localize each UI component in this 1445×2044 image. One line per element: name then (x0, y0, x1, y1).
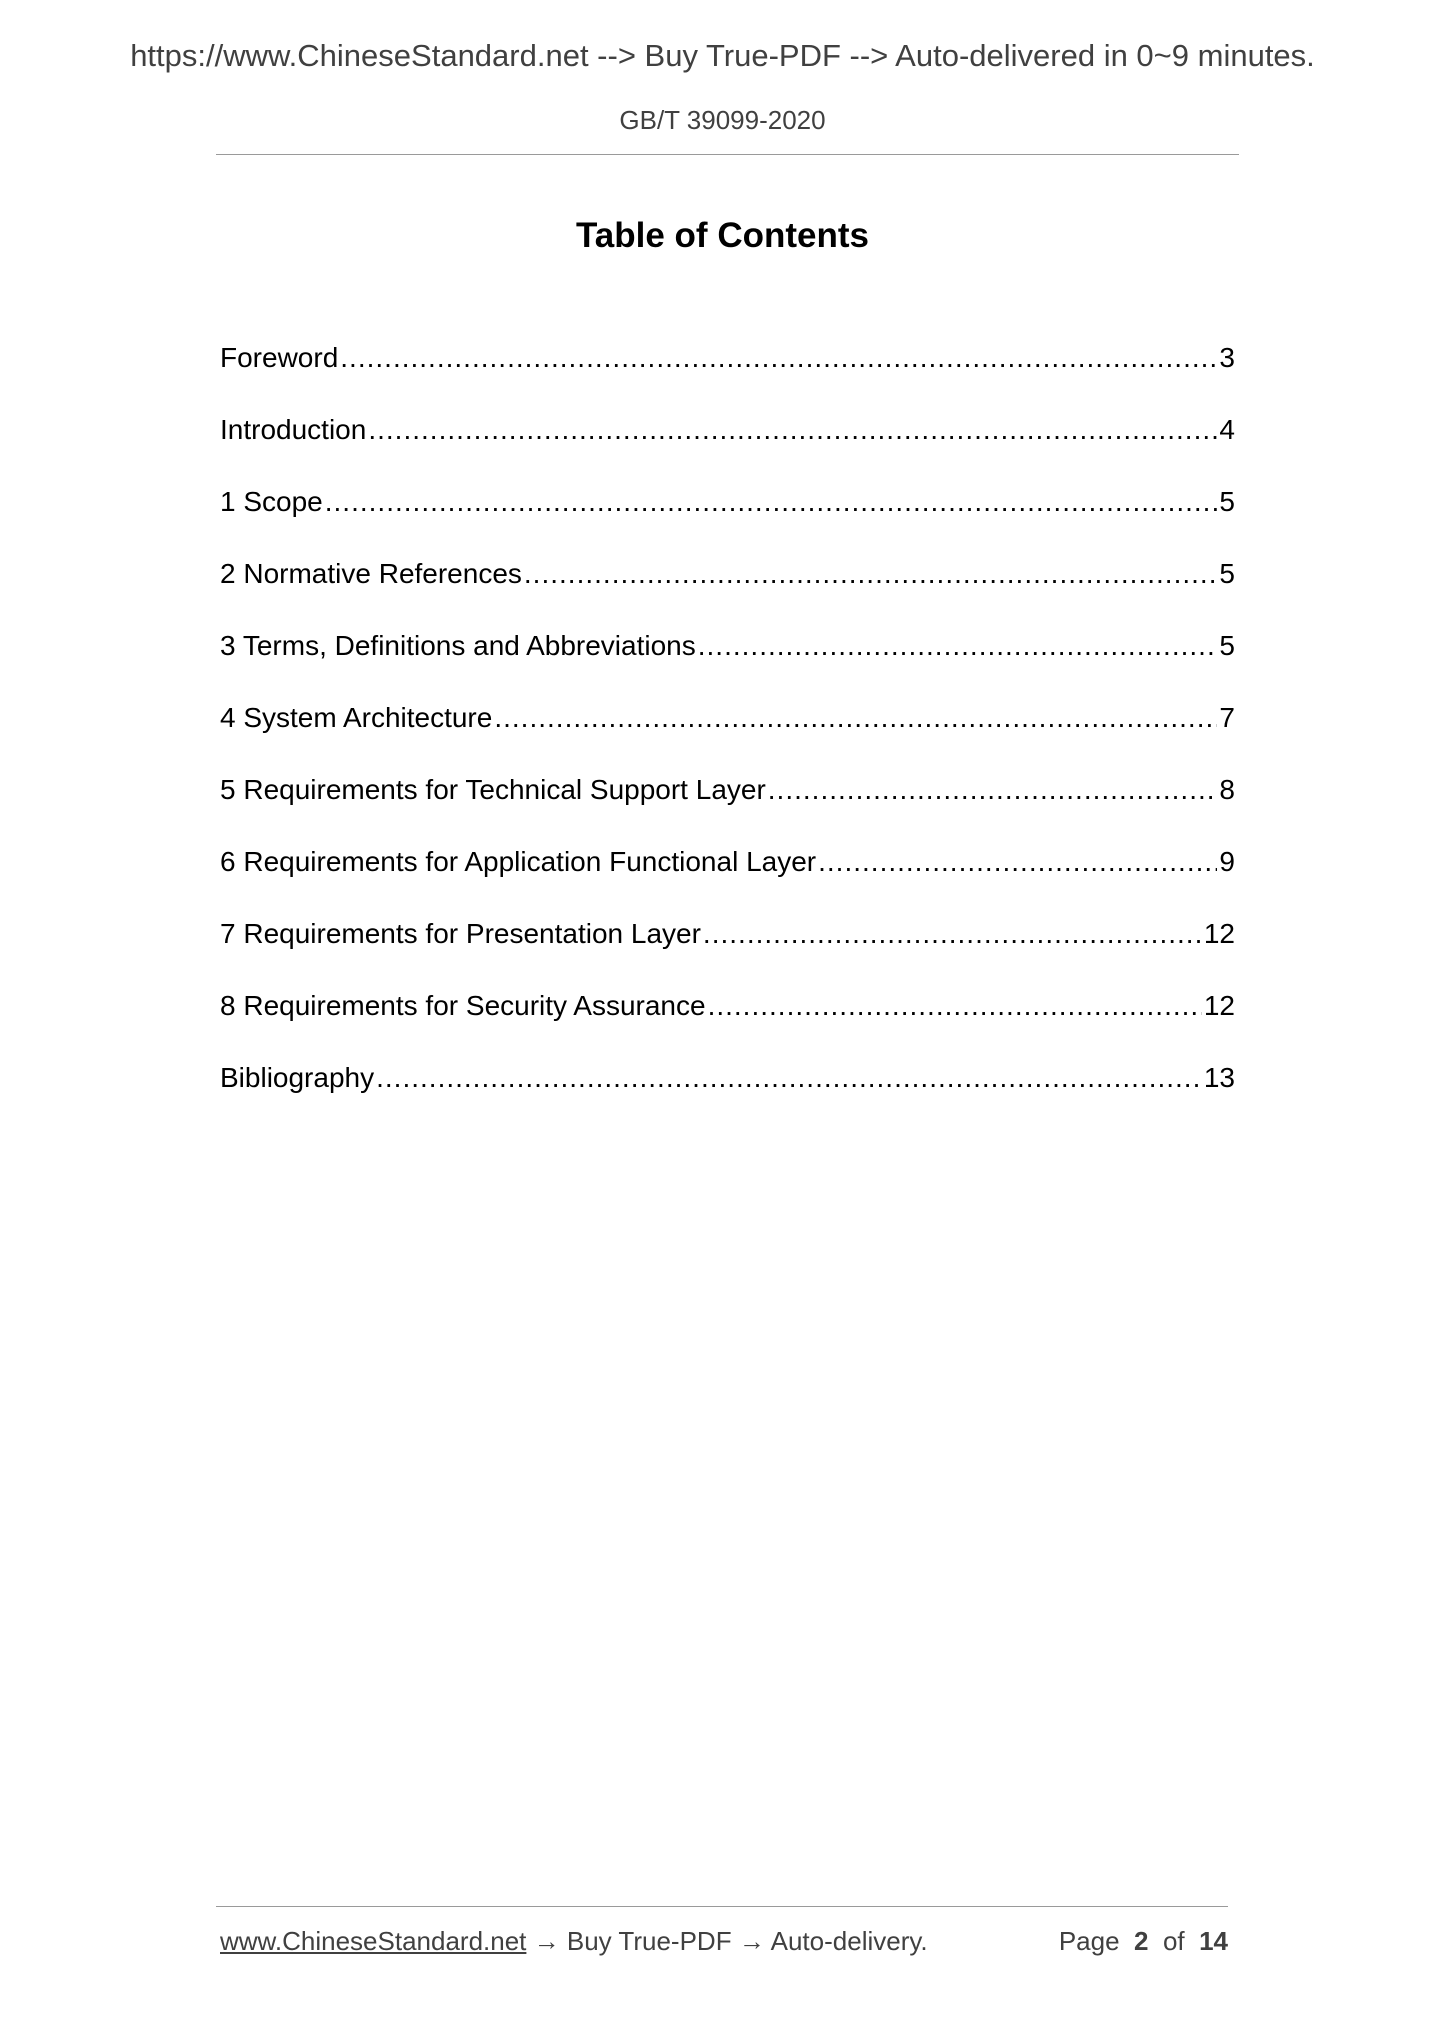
toc-dot-leader (524, 554, 1218, 594)
toc-entry-label: Bibliography (220, 1062, 375, 1093)
toc-entry-page: 8 (1219, 774, 1235, 805)
toc-entry-label: 5 Requirements for Technical Support Layer (220, 774, 766, 805)
toc-dot-leader (703, 914, 1202, 954)
toc-entry-label: 7 Requirements for Presentation Layer (220, 918, 701, 949)
toc-entry-page: 5 (1219, 558, 1235, 589)
page-of: of (1162, 1926, 1185, 1956)
footer-divider (216, 1906, 1228, 1907)
toc-entry-page: 4 (1219, 414, 1235, 445)
toc-dot-leader (376, 1058, 1202, 1098)
toc-dot-leader (818, 842, 1217, 882)
page-footer (220, 1926, 1228, 1966)
toc-dot-leader (698, 626, 1218, 666)
toc-entry-application-functional-layer[interactable] (220, 842, 1235, 914)
standard-code: GB/T 39099-2020 (619, 105, 826, 135)
toc-title: Table of Contents (576, 216, 869, 255)
arrow-right-icon: → (738, 1926, 765, 1956)
toc-entry-page: 13 (1203, 1062, 1235, 1093)
toc-entry-label: 3 Terms, Definitions and Abbreviations (220, 630, 696, 661)
page-label: Page (1058, 1926, 1120, 1956)
toc-entry-label: 1 Scope (220, 486, 323, 517)
page-total: 14 (1199, 1926, 1228, 1956)
toc-dot-leader (340, 338, 1217, 378)
toc-entry-page: 5 (1219, 486, 1235, 517)
toc-dot-leader (708, 986, 1202, 1026)
toc-dot-leader (768, 770, 1218, 810)
toc-entry-page: 12 (1203, 918, 1235, 949)
toc-entry-label: 8 Requirements for Security Assurance (220, 990, 706, 1021)
toc-entry-label: 6 Requirements for Application Functional Layer (220, 846, 817, 877)
toc-entry-label: Foreword (220, 342, 339, 373)
page-current: 2 (1134, 1926, 1149, 1956)
toc-entry-bibliography[interactable] (220, 1058, 1235, 1130)
toc-entry-foreword[interactable] (220, 338, 1235, 410)
toc-entry-page: 12 (1203, 990, 1235, 1021)
toc-dot-leader (325, 482, 1218, 522)
footer-promo (220, 1926, 928, 1957)
toc-entry-page: 9 (1219, 846, 1235, 877)
toc-entry-security-assurance[interactable] (220, 986, 1235, 1058)
toc-dot-leader (494, 698, 1217, 738)
toc-list (220, 338, 1235, 1130)
toc-entry-system-architecture[interactable] (220, 698, 1235, 770)
toc-entry-page: 3 (1219, 342, 1235, 373)
toc-entry-presentation-layer[interactable] (220, 914, 1235, 986)
toc-entry-introduction[interactable] (220, 410, 1235, 482)
footer-buy-text: Buy True-PDF (566, 1926, 732, 1956)
toc-dot-leader (368, 410, 1217, 450)
toc-entry-page: 7 (1219, 702, 1235, 733)
toc-entry-label: 4 System Architecture (220, 702, 493, 733)
toc-entry-label: Introduction (220, 414, 367, 445)
footer-delivery-text: Auto-delivery. (770, 1926, 928, 1956)
toc-entry-normative-references[interactable] (220, 554, 1235, 626)
header-divider (216, 154, 1239, 155)
footer-site-link[interactable]: www.ChineseStandard.net (220, 1926, 527, 1956)
toc-entry-terms-definitions[interactable] (220, 626, 1235, 698)
toc-entry-technical-support-layer[interactable] (220, 770, 1235, 842)
arrow-right-icon: → (533, 1926, 560, 1956)
toc-entry-scope[interactable] (220, 482, 1235, 554)
toc-entry-page: 5 (1219, 630, 1235, 661)
toc-entry-label: 2 Normative References (220, 558, 522, 589)
top-banner-text: https://www.ChineseStandard.net --> Buy True-PDF --> Auto-delivered in 0~9 minutes. (130, 38, 1315, 73)
page-number (1059, 1926, 1228, 1957)
